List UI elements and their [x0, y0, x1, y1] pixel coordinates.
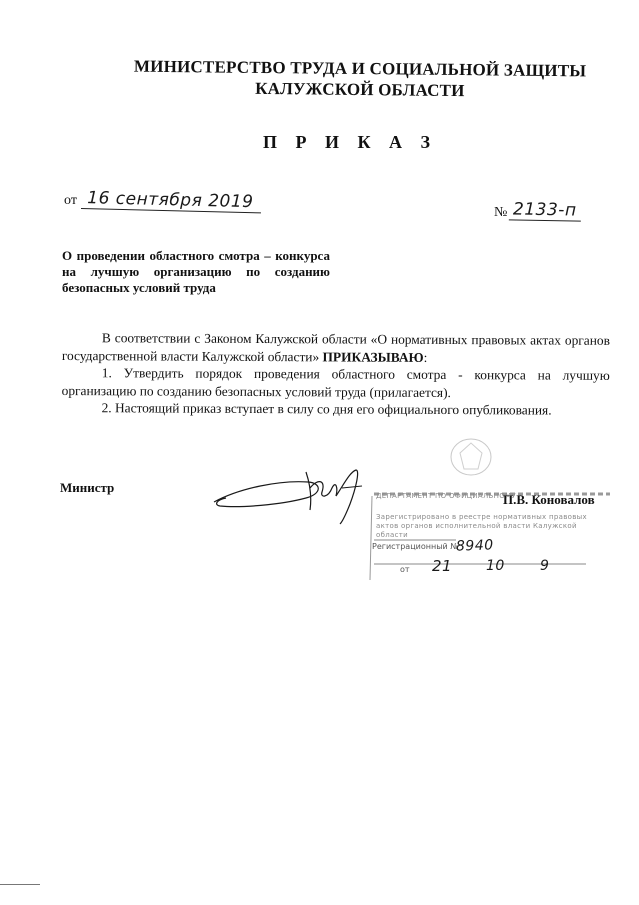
order-date [64, 188, 261, 213]
order-title: П Р И К А З [262, 132, 438, 152]
handwritten-signature [210, 458, 380, 528]
order-number [494, 200, 581, 221]
page-edge-mark [0, 884, 40, 885]
intro-text: В соответствии с Законом Калужской области «О нормативных правовых актах органов государственной власти Калужской области» [61, 330, 610, 364]
number-sign: № [494, 205, 508, 220]
ministry-line-1: МИНИСТЕРСТВО ТРУДА И СОЦИАЛЬНОЙ ЗАЩИТЫ [133, 56, 587, 81]
item-1: 1. Утвердить порядок проведения областного смотра - конкурса на лучшую организацию по созданию безопасных условий труда (прилагается). [61, 365, 610, 400]
intro-end: : [423, 349, 428, 365]
stamp-line-3: актов органов исполнительной власти Калужской [376, 522, 577, 530]
registration-day: 21 [432, 557, 453, 575]
date-value: 16 сентября 2019 [81, 188, 261, 213]
ministry-heading [120, 55, 600, 102]
registration-label: Регистрационный № [372, 542, 459, 551]
registration-year: 9 [540, 558, 550, 574]
item-2: 2. Настоящий приказ вступает в силу со дня его официального опубликования. [101, 400, 552, 418]
ministry-line-2: КАЛУЖСКОЙ ОБЛАСТИ [255, 78, 465, 101]
signer-name: П.В. Коновалов [503, 492, 595, 507]
registration-date-label: от [400, 565, 410, 574]
emblem-icon [446, 435, 496, 480]
stamp-line-2: Зарегистрировано в реестре нормативных правовых [376, 513, 587, 521]
intro-command: ПРИКАЗЫВАЮ [322, 348, 424, 365]
order-subject: О проведении областного смотра – конкурса на лучшую организацию по созданию безопасных условий труда [62, 248, 330, 295]
stamp-line-1: ДЕПАРТАМЕНТ ПО ОФИЦИАЛЬНОМУ [376, 492, 516, 500]
intro-paragraph [62, 329, 610, 367]
stamp-line-4: области [376, 531, 408, 539]
signer-position: Министр [60, 480, 115, 495]
number-value: 2133-п [509, 199, 581, 221]
registration-month: 10 [486, 558, 505, 574]
registration-number: 8940 [455, 537, 494, 555]
date-prefix: от [64, 193, 77, 208]
order-body [62, 329, 610, 419]
